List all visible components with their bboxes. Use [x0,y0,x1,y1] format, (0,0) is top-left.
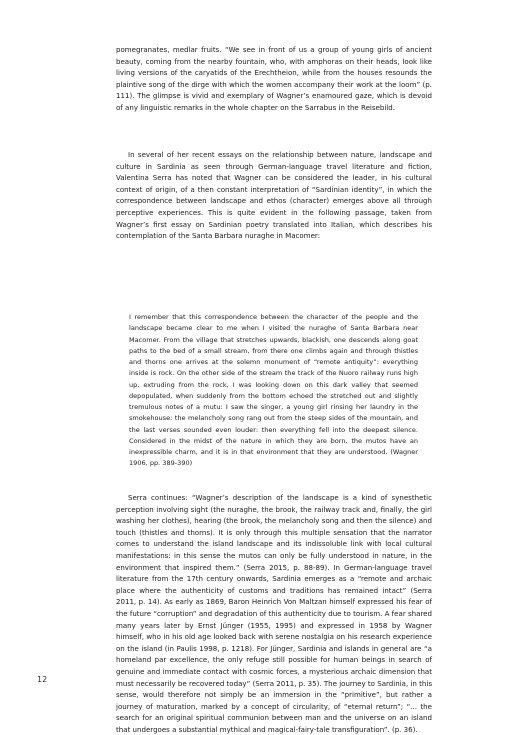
body-paragraph-1: pomegranates, medlar fruits. “We see in front of us a group of young girls of ancient beauty, coming from the nearby fountain, who, with amphoras on their heads, look like living versions of the caryatids of the Erechtheion, while from the houses resounds the plaintive song of the dirge with which the women accompany their work at the loom” (p. 111). The glimpse is vivid and exemplary of Wagner’s enamoured gaze, which is devoid of any linguistic remarks in the whole chapter on the Sarrabus in the Reisebild. [116,45,432,112]
block-quote: I remember that this correspondence between the character of the people and the landscape became clear to me when I visited the nuraghe of Santa Barbara near Macomer. From the village that stretches upwards, blackish, one descends along goat paths to the bed of a small stream, from there one climbs again and through thistles and thorns one arrives at the solemn monument of “remote antiquity”: everything inside is rock. On the other side of the stream the track of the Nuoro railway runs high up, extruding from the rock, I was looking down on this dark valley that seemed depopulated, when suddenly from the bottom echoed the stretched out and slightly tremulous notes of a mutu: I saw the singer, a young girl rinsing her laundry in the smokehouse: the melancholy song rang out from the steep sides of the mountain, and the last verses sounded even louder: then everything fell into the deepest silence. Considered in the midst of the nature in which they are born, the mutos have an inexpressible charm, and it is in that environment that they are understood. (Wagner 1906, pp. 389-390) [129,313,418,468]
body-paragraph-3-text: Serra continues: “Wagner’s description of the landscape is a kind of synesthetic perception involving sight (the nuraghe, the brook, the railway track and, finally, the girl washing her clothes), hearing (the brook, the melancholy song and then the silence) and touch (thistles and thorns). It is only through this multiple sensation that the narrator comes to understand the island landscape and its indissoluble link with local cultural manifestations: in this sense the mutos can only be fully understood in nature, in the environment that inspired them.” (Serra 2015, p. 88-89). In German-language travel literature from the 17th century onwards, Sardinia emerges as a “remote and archaic place where the authenticity of customs and traditions has remained intact” (Serra 2011, p. 14). As early as 1869, Baron Heinrich Von Maltzan himself expressed his fear of the future “corruption” and degradation of this authenticity due to tourism. A fear shared many years later by Ernst Jünger (1955, 1995) and expressed in 1958 by Wagner himself, who in his old age looked back with serene nostalgia on his research experience on the island (in Paulis 1998, p. 1218). For Jünger, Sardinia and islands in general are “a homeland par excellence, the only refuge still possible for human beings in search of genuine and immediate contact with cosmic forces, a mysterious archaic dimension that must necessarily be recovered today” (Serra 2011, p. 35). The journey to Sardinia, in this sense, would therefore not simply be an immersion in the “primitive”, but rather a journey of maturation, marked by a concept of circularity, of “eternal return”; “... the search for an original spiritual communion between man and the universe on an island that undergoes a substantial mythical and magical-fairy-tale transfiguration”. (p. 36). [116,493,432,734]
body-paragraph-3 [116,492,432,735]
body-paragraph-2 [116,149,432,242]
body-paragraph-2-text: In several of her recent essays on the relationship between nature, landscape and culture in Sardinia as seen through German-language travel literature and fiction, Valentina Serra has noted that Wagner can be considered the leader, in his cultural context of origin, of a then constant interpretation of “Sardinian identity”, in which the correspondence between landscape and ethos (character) emerges above all through perceptive experiences. This is quite evident in the following passage, taken from Wagner’s first essay on Sardinian poetry translated into Italian, which describes his contemplation of the Santa Barbara nuraghe in Macomer: [116,150,432,241]
page-number: 12 [37,675,48,684]
